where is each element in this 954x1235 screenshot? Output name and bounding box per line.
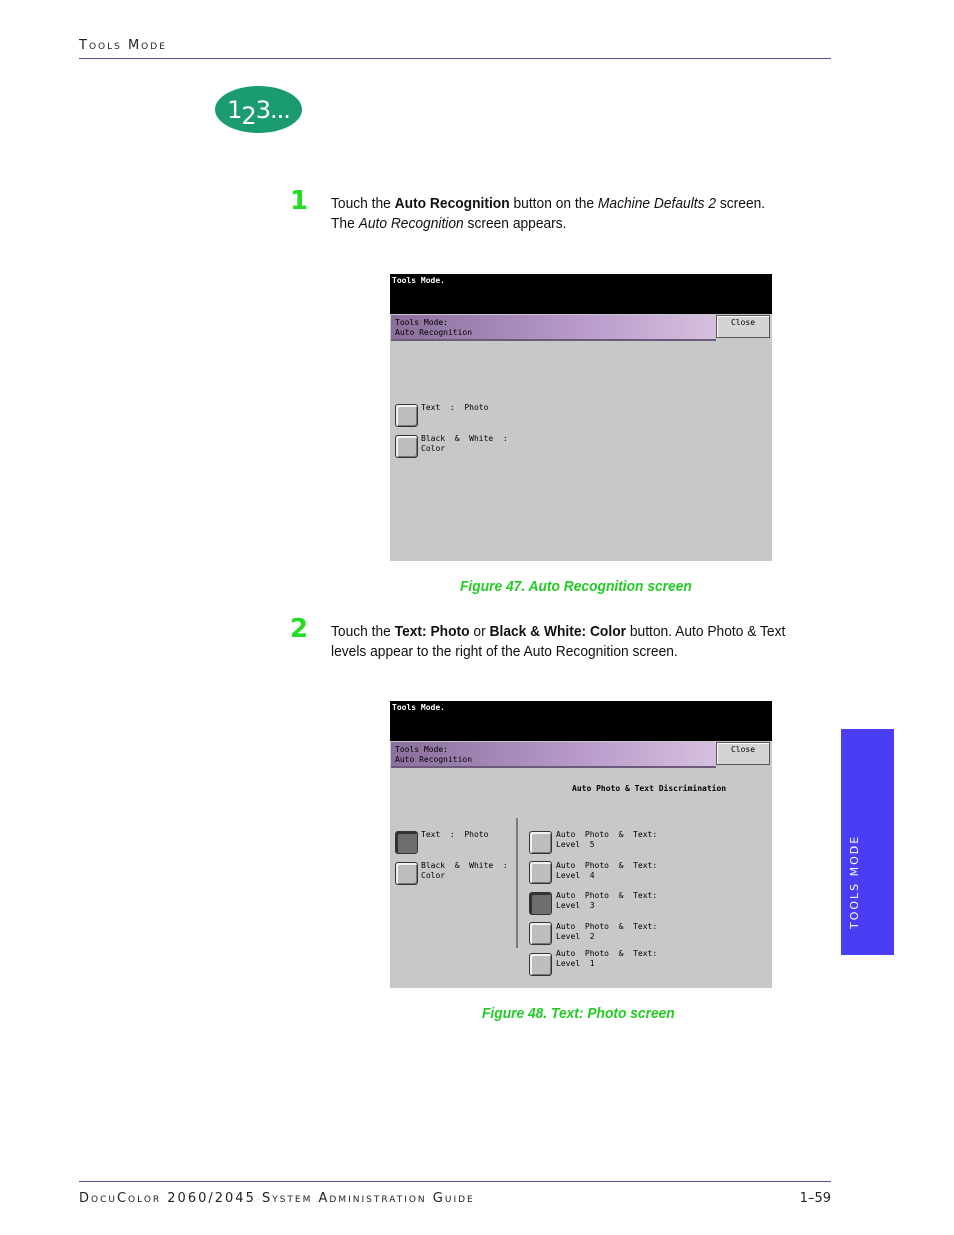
close-button[interactable]: Close bbox=[716, 315, 770, 338]
black-white-color-label: Black & White : Color bbox=[421, 434, 508, 453]
text-photo-screen bbox=[390, 701, 772, 988]
section-side-tab: TOOLS MODE bbox=[841, 729, 894, 955]
text-photo-button[interactable] bbox=[395, 831, 418, 854]
step-2-text: Touch the Text: Photo or Black & White: Color button. Auto Photo & Text levels appear to the right of the Auto Recognition screen. bbox=[331, 623, 786, 660]
page-number: 1–59 bbox=[799, 1191, 831, 1206]
screen-top-bar: Tools Mode. bbox=[390, 701, 772, 741]
step-number: 1 bbox=[290, 186, 309, 216]
level-5-label: Auto Photo & Text: Level 5 bbox=[556, 830, 658, 849]
screen-title-bar: Tools Mode: Auto Recognition bbox=[391, 315, 716, 341]
level-5-button[interactable] bbox=[529, 831, 552, 854]
discrimination-heading: Auto Photo & Text Discrimination bbox=[572, 784, 727, 793]
header-rule bbox=[79, 58, 831, 59]
level-4-label: Auto Photo & Text: Level 4 bbox=[556, 861, 658, 880]
level-1-button[interactable] bbox=[529, 953, 552, 976]
level-2-label: Auto Photo & Text: Level 2 bbox=[556, 922, 658, 941]
level-3-button[interactable] bbox=[529, 892, 552, 915]
level-3-label: Auto Photo & Text: Level 3 bbox=[556, 891, 658, 910]
screen-top-bar: Tools Mode. bbox=[390, 274, 772, 314]
level-2-button[interactable] bbox=[529, 922, 552, 945]
black-white-color-button[interactable] bbox=[395, 862, 418, 885]
footer-rule bbox=[79, 1181, 831, 1182]
figure-48-caption: Figure 48. Text: Photo screen bbox=[482, 1005, 675, 1022]
level-1-label: Auto Photo & Text: Level 1 bbox=[556, 949, 658, 968]
black-white-color-label: Black & White : Color bbox=[421, 861, 508, 880]
figure-47-caption: Figure 47. Auto Recognition screen bbox=[460, 578, 692, 595]
black-white-color-button[interactable] bbox=[395, 435, 418, 458]
level-4-button[interactable] bbox=[529, 861, 552, 884]
text-photo-button[interactable] bbox=[395, 404, 418, 427]
running-header: Tools Mode bbox=[79, 38, 167, 53]
procedure-badge-icon: 1 2 3... bbox=[215, 86, 302, 133]
step-number: 2 bbox=[290, 614, 309, 644]
screen-title-bar: Tools Mode: Auto Recognition bbox=[391, 742, 716, 768]
text-photo-label: Text : Photo bbox=[421, 830, 489, 839]
panel-divider bbox=[516, 818, 518, 948]
text-photo-label: Text : Photo bbox=[421, 403, 489, 412]
step-1-text: Touch the Auto Recognition button on the Machine Defaults 2 screen. The Auto Recognition screen appears. bbox=[331, 195, 766, 232]
auto-recognition-screen bbox=[390, 274, 772, 561]
running-footer: DocuColor 2060/2045 System Administration Guide bbox=[79, 1191, 475, 1206]
close-button[interactable]: Close bbox=[716, 742, 770, 765]
